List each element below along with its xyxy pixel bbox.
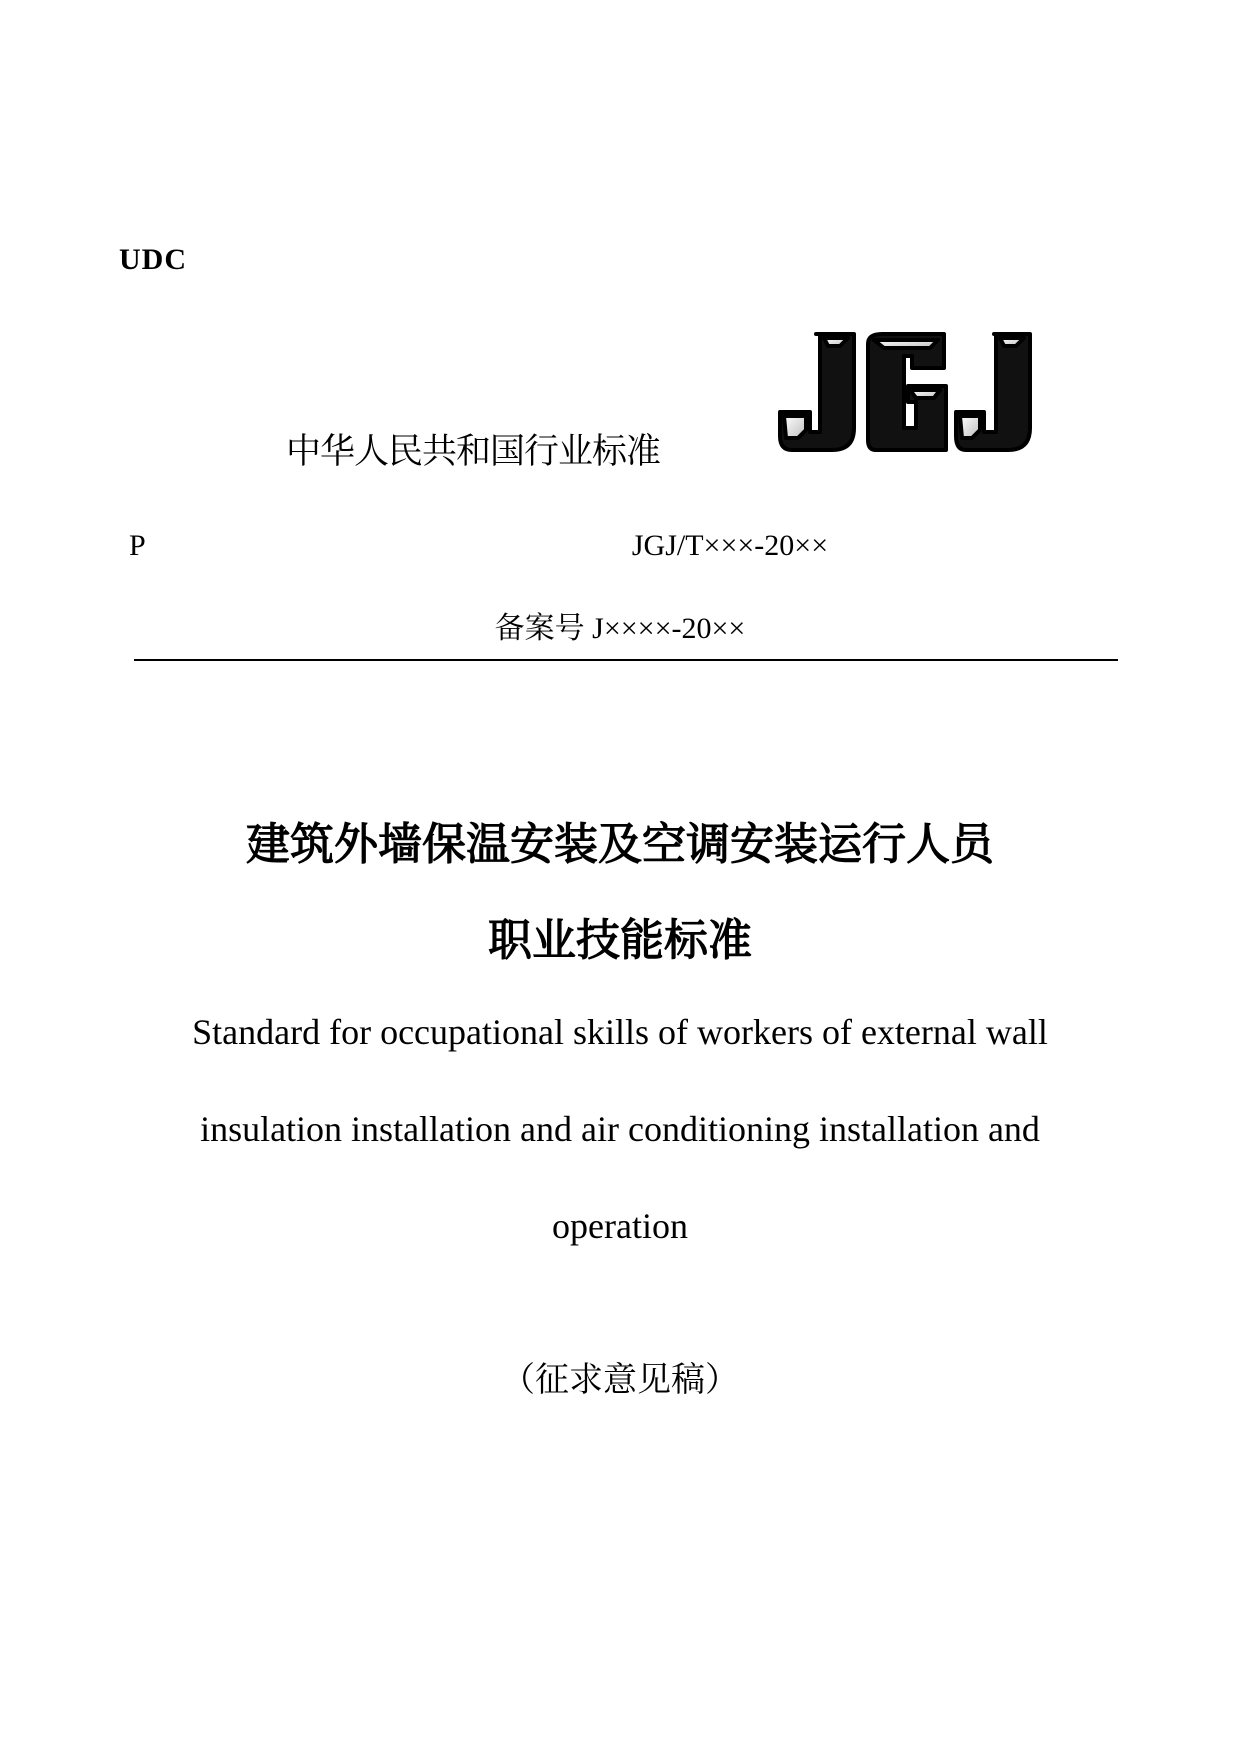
standard-number: JGJ/T×××-20×× — [631, 529, 829, 562]
title-zh-line2: 职业技能标准 — [488, 915, 752, 966]
classification-code: P — [129, 529, 146, 562]
title-zh-line1: 建筑外墙保温安装及空调安装运行人员 — [246, 819, 994, 870]
filing-number: 备案号 J××××-20×× — [494, 612, 746, 645]
header-divider — [134, 659, 1118, 661]
title-en-line3: operation — [552, 1206, 688, 1246]
industry-standard-title: 中华人民共和国行业标准 — [286, 432, 661, 472]
title-en-line1: Standard for occupational skills of workers of external wall — [192, 1012, 1048, 1052]
jgj-logo — [776, 328, 1034, 458]
draft-status-label: （征求意见稿） — [501, 1360, 739, 1400]
udc-label: UDC — [119, 243, 187, 276]
standard-number-row — [0, 528, 1240, 564]
title-en-line2: insulation installation and air conditioning installation and — [200, 1109, 1040, 1149]
